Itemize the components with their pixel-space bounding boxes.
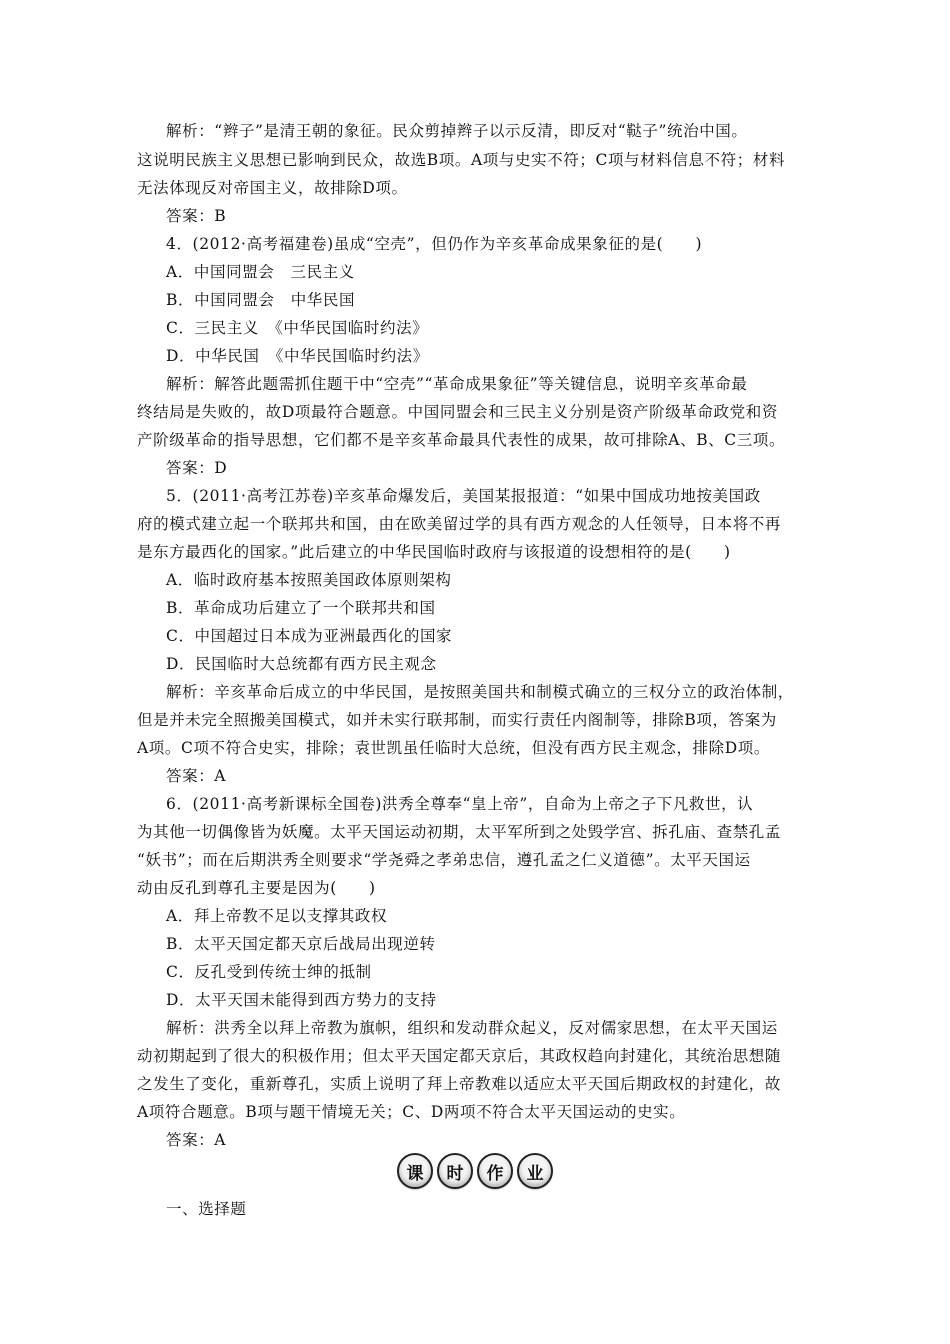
q6-stem-line: “妖书”；而在后期洪秀全则要求“学尧舜之孝弟忠信，遵孔孟之仁义道德”。太平天国运 <box>137 851 751 869</box>
q5-option-b: B．革命成功后建立了一个联邦共和国 <box>166 599 436 617</box>
q4-analysis-line: 终结局是失败的，故D项最符合题意。中国同盟会和三民主义分别是资产阶级革命政党和资 <box>137 403 778 421</box>
q6-analysis-line: A项符合题意。B项与题干情境无关；C、D两项不符合太平天国运动的史实。 <box>137 1103 686 1121</box>
q6-analysis-line: 解析：洪秀全以拜上帝教为旗帜，组织和发动群众起义，反对儒家思想，在太平天国运 <box>166 1019 778 1037</box>
q5-analysis-line: A项。C项不符合史实，排除；袁世凯虽任临时大总统，但没有西方民主观念，排除D项。 <box>137 739 770 757</box>
q6-option-a: A．拜上帝教不足以支撑其政权 <box>166 907 388 925</box>
header-char-circle: 时 <box>437 1153 473 1189</box>
q6-analysis-line: 之发生了变化，重新尊孔，实质上说明了拜上帝教难以适应太平天国后期政权的封建化，故 <box>137 1075 782 1093</box>
q5-option-a: A．临时政府基本按照美国政体原则架构 <box>166 571 452 589</box>
header-char-circle: 作 <box>477 1153 513 1189</box>
q6-option-d: D．太平天国未能得到西方势力的支持 <box>166 991 437 1009</box>
q3-analysis-line: 解析：“辫子”是清王朝的象征。民众剪掉辫子以示反清，即反对“鞑子”统治中国。 <box>166 122 748 140</box>
q4-option-b: B．中国同盟会 中华民国 <box>166 291 356 309</box>
q3-analysis-line: 无法体现反对帝国主义，故排除D项。 <box>137 179 408 197</box>
q6-stem-line: 6．(2011·高考新课标全国卷)洪秀全尊奉“皇上帝”，自命为上帝之子下凡救世，认 <box>166 795 754 813</box>
q4-analysis-line: 解析：解答此题需抓住题干中“空壳”“革命成果象征”等关键信息，说明辛亥革命最 <box>166 375 748 393</box>
q6-option-c: C．反孔受到传统士绅的抵制 <box>166 963 372 981</box>
q5-option-c: C．中国超过日本成为亚洲最西化的国家 <box>166 627 453 645</box>
q6-option-b: B．太平天国定都天京后战局出现逆转 <box>166 935 436 953</box>
header-char-circle: 课 <box>397 1153 433 1189</box>
q5-stem-line: 是东方最西化的国家。”此后建立的中华民国临时政府与该报道的设想相符的是( ) <box>137 543 731 561</box>
section-header <box>0 1153 950 1189</box>
section-one-title: 一、选择题 <box>166 1200 247 1218</box>
q4-option-a: A．中国同盟会 三民主义 <box>166 263 355 281</box>
q5-stem-line: 府的模式建立起一个联邦共和国，由在欧美留过学的具有西方观念的人任领导，日本将不再 <box>137 515 782 533</box>
q3-answer: 答案：B <box>166 207 227 225</box>
q6-stem-line: 为其他一切偶像皆为妖魔。太平天国运动初期，太平军所到之处毁学宫、拆孔庙、查禁孔孟 <box>137 823 782 841</box>
q4-option-c: C．三民主义 《中华民国临时约法》 <box>166 319 429 337</box>
q4-stem-line: 4．(2012·高考福建卷)虽成“空壳”，但仍作为辛亥革命成果象征的是( ) <box>166 235 703 253</box>
q6-answer: 答案：A <box>166 1131 227 1149</box>
q5-answer: 答案：A <box>166 767 227 785</box>
q4-analysis-line: 产阶级革命的指导思想，它们都不是辛亥革命最具代表性的成果，故可排除A、B、C三项。 <box>137 431 786 449</box>
q6-analysis-line: 动初期起到了很大的积极作用；但太平天国定都天京后，其政权趋向封建化，其统治思想随 <box>137 1047 782 1065</box>
q5-stem-line: 5．(2011·高考江苏卷)辛亥革命爆发后，美国某报报道：“如果中国成功地按美国政 <box>166 487 761 505</box>
q5-analysis-line: 但是并未完全照搬美国模式，如并未实行联邦制，而实行责任内阁制等，排除B项，答案为 <box>137 711 777 729</box>
q3-analysis-line: 这说明民族主义思想已影响到民众，故选B项。A项与史实不符；C项与材料信息不符；材料 <box>137 151 786 169</box>
q4-answer: 答案：D <box>166 459 228 477</box>
q5-analysis-line: 解析：辛亥革命后成立的中华民国，是按照美国共和制模式确立的三权分立的政治体制， <box>166 683 794 701</box>
header-char-circle: 业 <box>517 1153 553 1189</box>
q5-option-d: D．民国临时大总统都有西方民主观念 <box>166 655 437 673</box>
q6-stem-line: 动由反孔到尊孔主要是因为( ) <box>137 879 376 897</box>
q4-option-d: D．中华民国 《中华民国临时约法》 <box>166 347 429 365</box>
